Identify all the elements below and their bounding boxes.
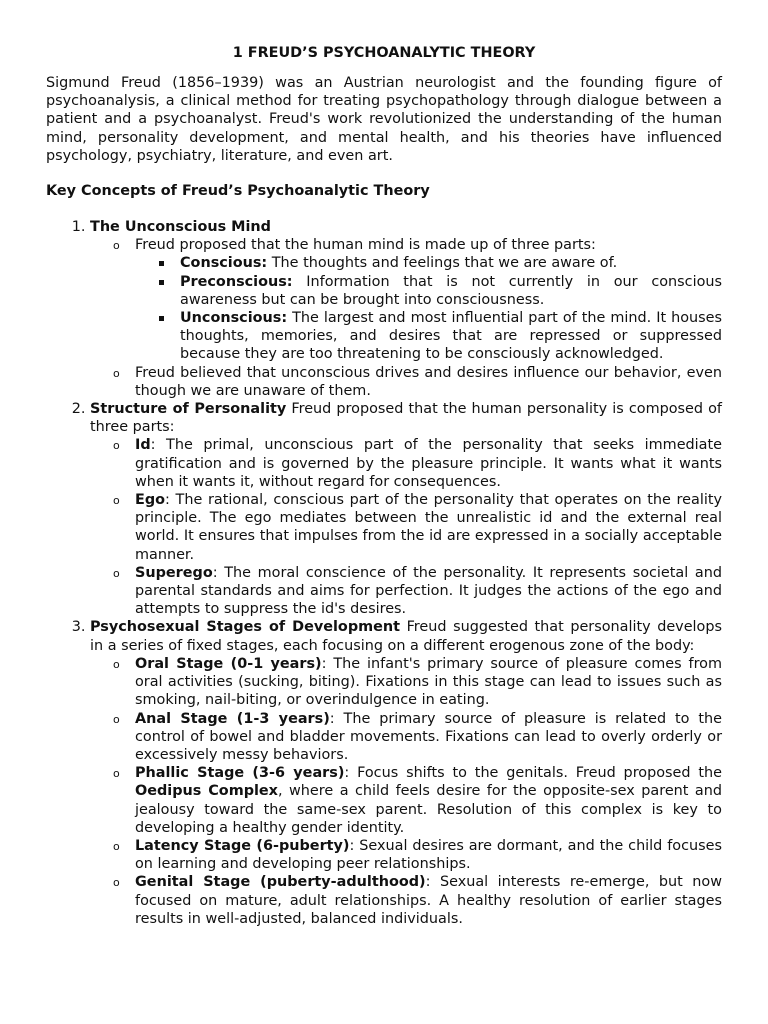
document-title: 1 FREUD’S PSYCHOANALYTIC THEORY — [232, 45, 536, 61]
list-item: o Freud proposed that the human mind is made up of three parts: Conscious: The thoughts and feelings that we are aware of. Preconscious: Information that is not currently in our conscious awareness but can be brought into consciousness. Unconscious: The largest and most influential part of the mind. It houses thoughts, memories, and desires that are repressed or suppressed because they are too threatening to be consciously acknowledged. — [135, 236, 722, 363]
list-item: o Ego: The rational, conscious part of the personality that operates on the reality principle. The ego mediates between the unrealistic id and the external real world. It ensures that impulses from the id are expressed in a socially acceptable manner. — [135, 491, 722, 564]
intro-paragraph: Sigmund Freud (1856–1939) was an Austrian neurologist and the founding figure of psychoanalysis, a clinical method for treating psychopathology through dialogue between a patient and a psychoanalyst. Freud's work revolutionized the understanding of the human mind, personality development, and mental health, and his theories have influenced psychology, psychiatry, literature, and even art. — [46, 75, 722, 164]
list-item: o Id: The primal, unconscious part of the personality that seeks immediate gratification and is governed by the pleasure principle. It wants what it wants when it wants it, without regard for consequences. — [135, 436, 722, 491]
list-item: o Freud believed that unconscious drives and desires influence our behavior, even though we are unaware of them. — [135, 364, 722, 400]
concept-title: Psychosexual Stages of Development — [90, 619, 400, 636]
list-item: Unconscious: The largest and most influential part of the mind. It houses thoughts, memories, and desires that are repressed or suppressed because they are too threatening to be consciously acknowledged. — [180, 310, 722, 363]
concept-unconscious-mind — [90, 218, 722, 400]
concept-structure-of-personality: 2. Structure of Personality Freud proposed that the human personality is composed of three parts: o Id: The primal, unconscious part of the personality that seeks immediate gratification and is governed by the pleasure principle. It wants what it wants when it wants it, without regard for consequences. o Ego: The rational, conscious part of the personality that operates on the reality principle. The ego mediates between the unrealistic id and the external real world. It ensures that impulses from the id are expressed in a socially acceptable manner. o Superego: The moral conscience of the personality. It represents societal and parental standards and aims for perfection. It judges the actions of the ego and attempts to suppress the id's desires. — [90, 400, 722, 618]
section-heading: Key Concepts of Freud’s Psychoanalytic Theory — [46, 183, 430, 200]
list-item: o Superego: The moral conscience of the personality. It represents societal and parental standards and aims for perfection. It judges the actions of the ego and attempts to suppress the id's desires. — [135, 564, 722, 619]
list-item: o Latency Stage (6-puberty): Sexual desires are dormant, and the child focuses on learning and developing peer relationships. — [135, 837, 722, 873]
concept-title: Structure of Personality — [90, 401, 287, 418]
key-concepts-list — [46, 218, 722, 928]
concept-title: The Unconscious Mind — [90, 219, 271, 236]
list-item: o Oral Stage (0-1 years): The infant's primary source of pleasure comes from oral activities (sucking, biting). Fixations in this stage can lead to issues such as smoking, nail-biting, or overindulgence in eating. — [135, 655, 722, 710]
mind-parts-list — [135, 254, 722, 363]
list-item: o Phallic Stage (3-6 years): Focus shifts to the genitals. Freud proposed the Oedipus Complex, where a child feels desire for the opposite-sex parent and jealousy toward the same-sex parent. Resolution of this complex is key to developing a healthy gender identity. — [135, 764, 722, 837]
concept-psychosexual-stages: 3. Psychosexual Stages of Development Freud suggested that personality develops in a series of fixed stages, each focusing on a different erogenous zone of the body: o Oral Stage (0-1 years): The infant's primary source of pleasure comes from oral activities (sucking, biting). Fixations in this stage can lead to issues such as smoking, nail-biting, or overindulgence in eating. o Anal Stage (1-3 years): The primary source of pleasure is related to the control of bowel and bladder movements. Fixations can lead to overly orderly or excessively messy behaviors. o Phallic Stage (3-6 years): Focus shifts to the genitals. Freud proposed the Oedipus Complex, where a child feels desire for the opposite-sex parent and jealousy toward the same-sex parent. Resolution of this complex is key to developing a healthy gender identity. o Latency Stage (6-puberty): Sexual desires are dormant, and the child focuses on learning and developing peer relationships. o Genital Stage (puberty-adulthood): Sexual interests re-emerge, but now focused on mature, adult relationships. A healthy resolution of earlier stages results in well-adjusted, balanced individuals. — [90, 618, 722, 927]
list-item: Conscious: The thoughts and feelings that we are aware of. — [180, 254, 722, 272]
list-item: o Genital Stage (puberty-adulthood): Sexual interests re-emerge, but now focused on mature, adult relationships. A healthy resolution of earlier stages results in well-adjusted, balanced individuals. — [135, 873, 722, 928]
list-item: o Anal Stage (1-3 years): The primary source of pleasure is related to the control of bowel and bladder movements. Fixations can lead to overly orderly or excessively messy behaviors. — [135, 710, 722, 765]
list-item: Preconscious: Information that is not currently in our conscious awareness but can be brought into consciousness. — [180, 273, 722, 308]
